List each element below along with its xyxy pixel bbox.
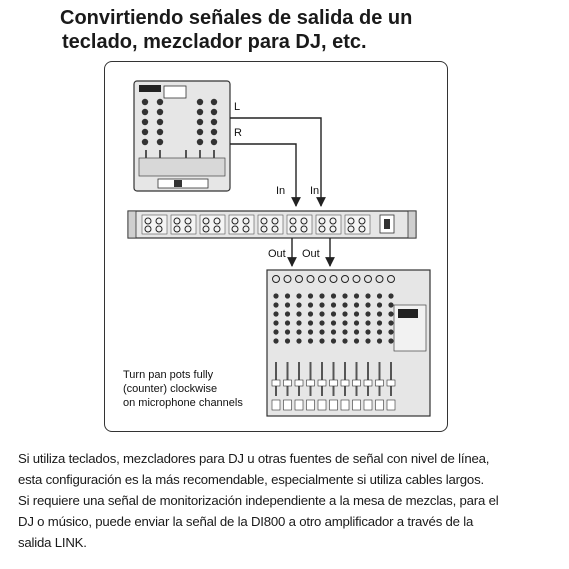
dj-mixer-device [134, 81, 230, 191]
body-line-2: esta configuración es la más recomendable, especialmente si utiliza cables largos. [18, 472, 484, 487]
input-label-left: In [276, 185, 286, 197]
body-line-4: DJ o músico, puede enviar la señal de la DI800 a otro amplificador a través de la [18, 514, 474, 529]
output-label-right: Out [302, 248, 320, 260]
mixing-desk-device [267, 270, 430, 416]
output-label-left: Out [268, 248, 286, 260]
pan-pot-note [123, 368, 263, 410]
title-line-1: Convirtiendo señales de salida de un [60, 7, 413, 29]
input-label-right: In [310, 185, 320, 197]
note-line-2: (counter) clockwise [123, 383, 218, 395]
note-line-1: Turn pan pots fully [123, 369, 214, 381]
body-paragraph [18, 448, 563, 553]
body-line-3: Si requiere una señal de monitorización independiente a la mesa de mezclas, para el [18, 493, 499, 508]
di800-rack-unit [128, 211, 416, 238]
title-line-2: teclado, mezclador para DJ, etc. [62, 31, 367, 53]
left-channel-label: L [234, 101, 241, 113]
body-line-1: Si utiliza teclados, mezcladores para DJ u otras fuentes de señal con nivel de línea, [18, 451, 490, 466]
body-line-5: salida LINK. [18, 535, 87, 550]
note-line-3: on microphone channels [123, 397, 243, 409]
right-channel-label: R [234, 127, 242, 139]
